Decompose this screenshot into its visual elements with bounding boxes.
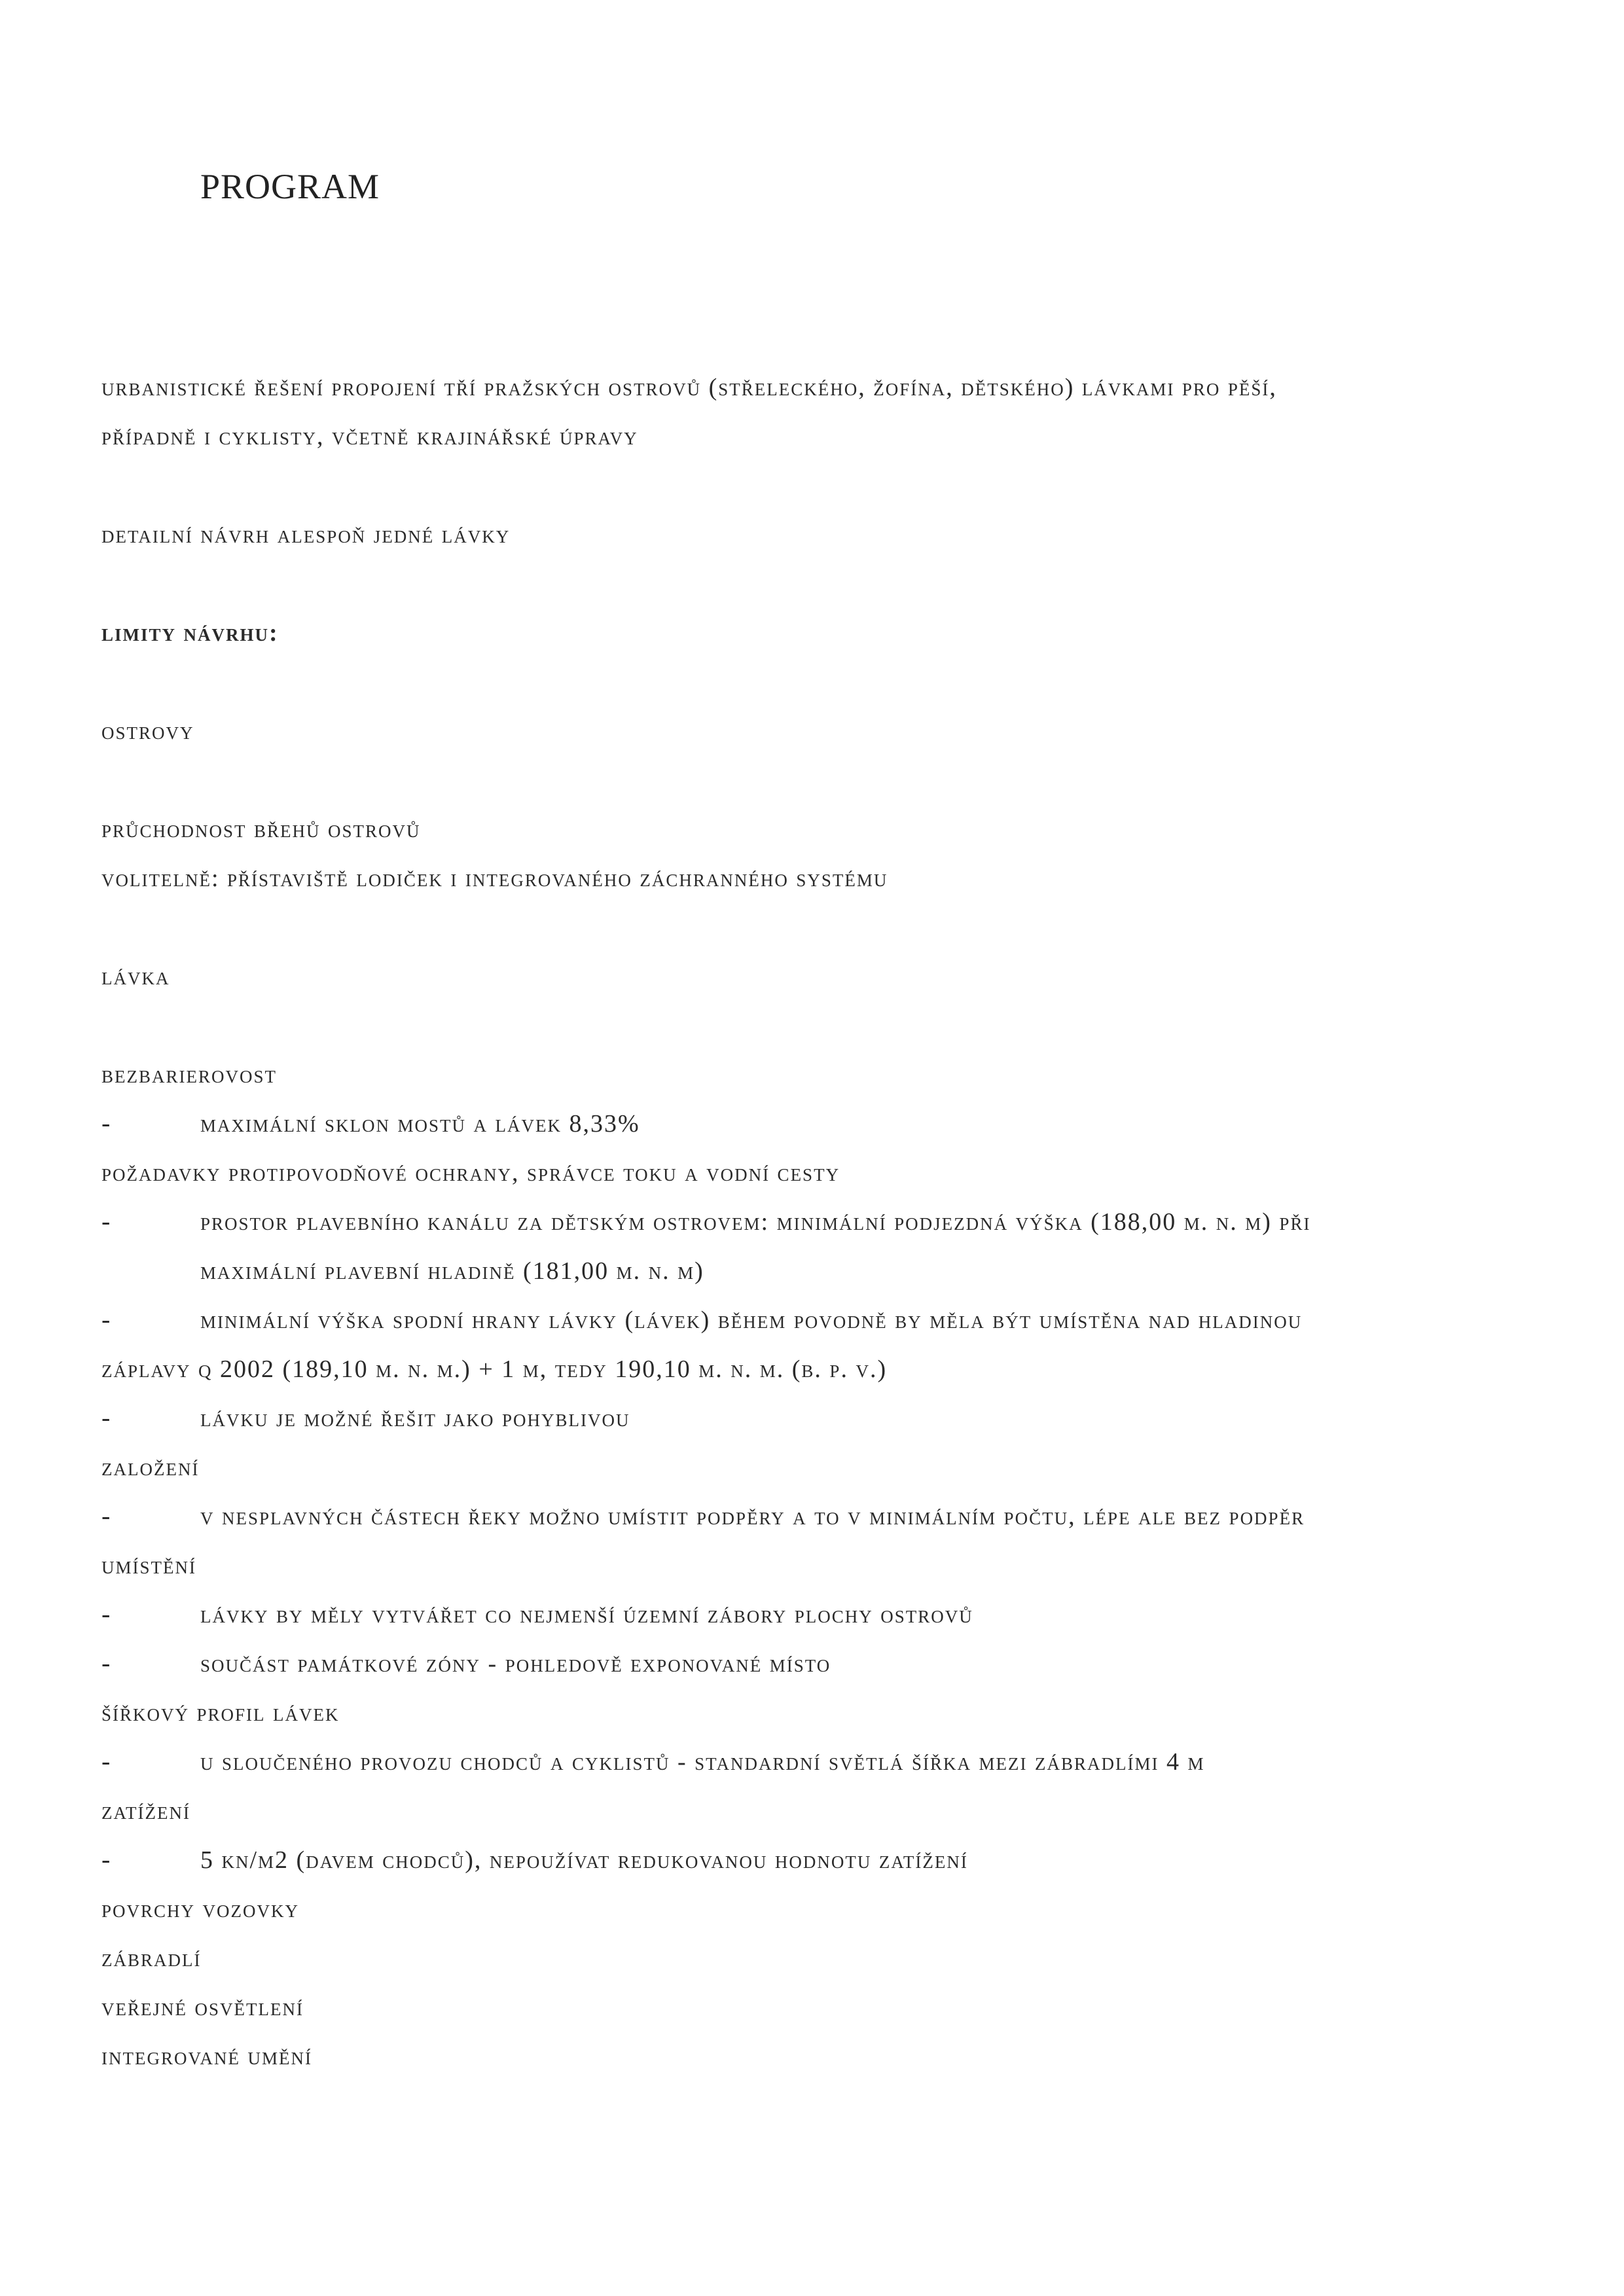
paragraph-detail: detailní návrh alespoň jedné lávky <box>101 521 511 548</box>
item-lighting: veřejné osvětlení <box>101 1994 304 2021</box>
item-railing: zábradlí <box>101 1945 202 1972</box>
paragraph-intro-line-2: případně i cyklisty, včetně krajinářské úpravy <box>101 423 638 450</box>
section-islands: ostrovy <box>101 717 194 745</box>
list-dash: - <box>101 1108 111 1138</box>
item-width-profile: šířkový profil lávek <box>101 1699 340 1727</box>
item-accessibility: bezbarierovost <box>101 1061 278 1088</box>
item-max-slope: maximální sklon mostů a lávek 8,33% <box>200 1110 640 1138</box>
list-dash: - <box>101 1501 111 1530</box>
item-shared-width: u sloučeného provozu chodců a cyklistů - standardní světlá šířka mezi zábradlími 4 m <box>200 1748 1205 1776</box>
list-dash: - <box>101 1648 111 1677</box>
item-min-height-line-1: minimální výška spodní hrany lávky (lávek) během povodně by měla být umístěna nad hladinou <box>200 1306 1303 1334</box>
item-passability: průchodnost břehů ostrovů <box>101 816 421 843</box>
list-dash: - <box>101 1403 111 1432</box>
paragraph-intro-line-1: urbanistické řešení propojení tří pražských ostrovů (střeleckého, žofína, dětského) lávkami pro pěší, <box>101 374 1277 401</box>
item-movable: lávku je možné řešit jako pohyblivou <box>200 1405 630 1432</box>
item-load: zatížení <box>101 1797 190 1825</box>
list-dash: - <box>101 1599 111 1628</box>
list-dash: - <box>101 1206 111 1236</box>
item-minimal-area: lávky by měly vytvářet co nejmenší územní zábory plochy ostrovů <box>200 1601 973 1628</box>
list-dash: - <box>101 1844 111 1874</box>
item-canal-line-1: prostor plavebního kanálu za dětským ostrovem: minimální podjezdná výška (188,00 m. n. m) při <box>200 1208 1311 1236</box>
item-heritage: součást památkové zóny - pohledově exponované místo <box>200 1650 831 1677</box>
list-dash: - <box>101 1746 111 1776</box>
section-bridge: lávka <box>101 963 170 990</box>
list-dash: - <box>101 1304 111 1334</box>
heading-limits: limity návrhu: <box>101 619 279 647</box>
item-placement: umístění <box>101 1552 196 1579</box>
item-flood: požadavky protipovodňové ochrany, správce toku a vodní cesty <box>101 1159 840 1187</box>
item-min-height-line-2: záplavy q 2002 (189,10 m. n. m.) + 1 m, tedy 190,10 m. n. m. (b. p. v.) <box>101 1355 888 1383</box>
item-art: integrované umění <box>101 2043 312 2070</box>
item-canal-line-2: maximální plavební hladině (181,00 m. n. m) <box>200 1257 704 1285</box>
item-foundation: založení <box>101 1454 200 1481</box>
item-optional: volitelně: přístaviště lodiček i integrovaného záchranného systému <box>101 865 888 892</box>
page-title: PROGRAM <box>200 167 380 206</box>
item-load-value: 5 kn/m2 (davem chodců), nepoužívat redukovanou hodnotu zatížení <box>200 1846 968 1874</box>
item-supports: v nesplavných částech řeky možno umístit podpěry a to v minimálním počtu, lépe ale bez podpěr <box>200 1503 1305 1530</box>
item-surfaces: povrchy vozovky <box>101 1895 300 1923</box>
